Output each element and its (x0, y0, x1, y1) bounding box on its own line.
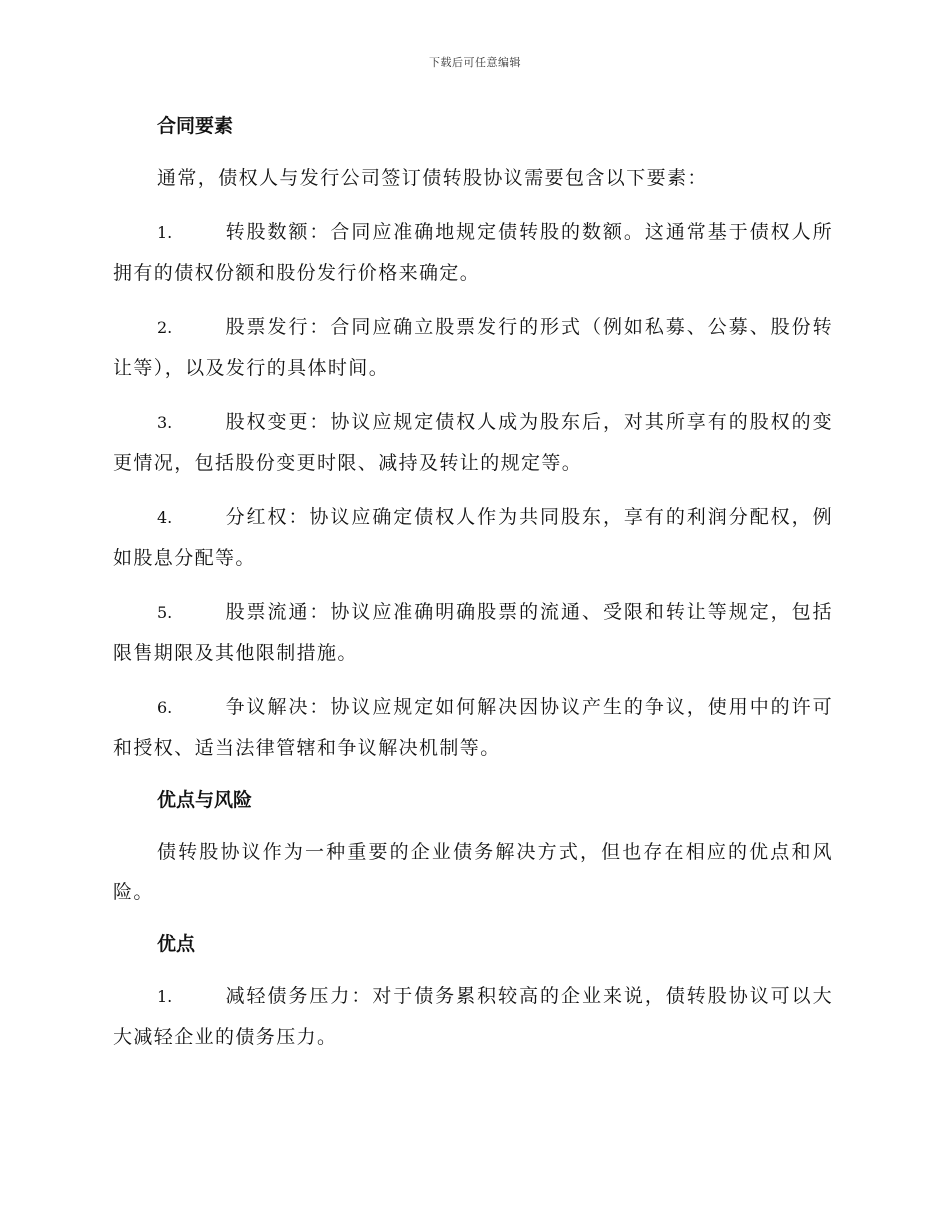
list-item-number: 1. (157, 987, 173, 1006)
list-item-text: 股票流通：协议应准确明确股票的流通、受限和转让等规定，包括限售期限及其他限制措施。 (113, 601, 833, 664)
list-item-number: 5. (157, 603, 173, 622)
section-heading-pros: 优点 (157, 933, 196, 955)
list-item-number: 4. (157, 508, 173, 527)
list-item (113, 592, 833, 673)
list-item-text: 减轻债务压力：对于债务累积较高的企业来说，债转股协议可以大大减轻企业的债务压力。 (113, 985, 833, 1048)
list-item (113, 687, 833, 768)
section-heading-contract-elements: 合同要素 (157, 115, 234, 137)
pros-and-risks-intro: 债转股协议作为一种重要的企业债务解决方式，但也存在相应的优点和风险。 (113, 841, 833, 903)
contract-elements-intro: 通常，债权人与发行公司签订债转股协议需要包含以下要素： (157, 167, 708, 189)
document-body (113, 108, 833, 1071)
list-item-text: 转股数额：合同应准确地规定债转股的数额。这通常基于债权人所拥有的债权份额和股份发行价格来确定。 (113, 221, 833, 284)
list-item (113, 212, 833, 293)
list-item-number: 1. (157, 223, 173, 242)
list-item-text: 股票发行：合同应确立股票发行的形式（例如私募、公募、股份转让等），以及发行的具体时间。 (113, 316, 833, 379)
list-item (113, 402, 833, 483)
list-item-text: 争议解决：协议应规定如何解决因协议产生的争议，使用中的许可和授权、适当法律管辖和争议解决机制等。 (113, 696, 833, 759)
list-item-number: 3. (157, 413, 173, 432)
page-header: 下载后可任意编辑 (429, 56, 521, 69)
list-item-number: 6. (157, 698, 173, 717)
list-item (113, 307, 833, 388)
list-item-text: 股权变更：协议应规定债权人成为股东后，对其所享有的股权的变更情况，包括股份变更时限、减持及转让的规定等。 (113, 411, 833, 474)
list-item (113, 497, 833, 578)
list-item (113, 976, 833, 1057)
list-item-number: 2. (157, 318, 173, 337)
section-heading-pros-and-risks: 优点与风险 (157, 789, 253, 811)
list-item-text: 分红权：协议应确定债权人作为共同股东，享有的利润分配权，例如股息分配等。 (113, 506, 833, 569)
